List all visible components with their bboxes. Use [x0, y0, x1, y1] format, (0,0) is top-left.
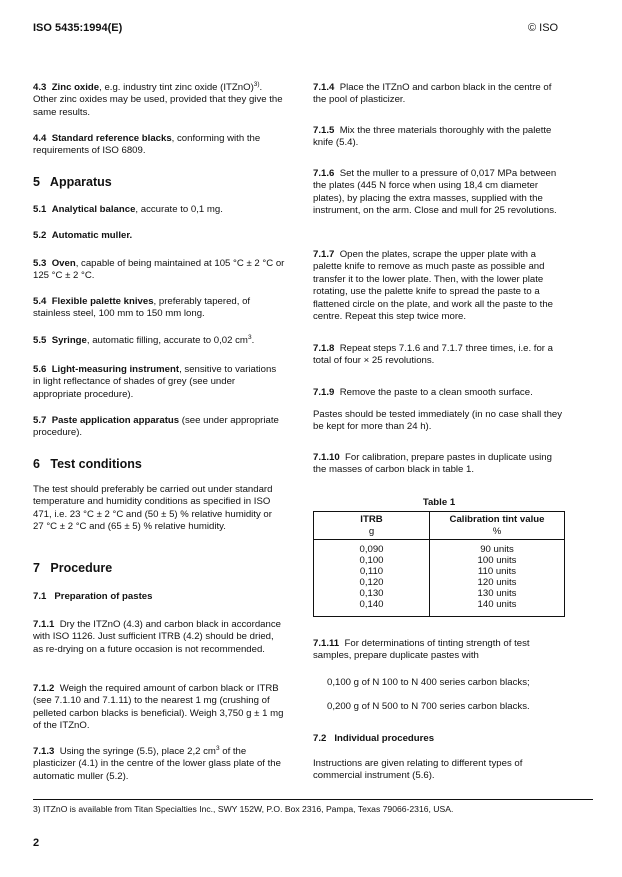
- clause-title: Paste application apparatus: [51, 415, 180, 426]
- footnote-ref: 3): [253, 80, 260, 88]
- clause-text: Weigh the required amount of carbon black or ITRB (see 7.1.10 and 7.1.11) to the nearest 1 mg (crushing of pelleted carbon blacks is beneficial). Weigh 3,750 g ± 1 mg of the ITZnO.: [33, 683, 284, 732]
- clause-title: Flexible palette knives: [51, 296, 154, 307]
- clause-number: 7.1.11: [313, 638, 340, 649]
- clause-7-2-text: Instructions are given relating to different types of commercial instrument (5.6).: [313, 758, 523, 782]
- clause-number: 7.1.3: [33, 746, 55, 757]
- clause-text: Set the muller to a pressure of 0,017 MPa between the plates (445 N force when using 18,4 cm diameter plates), by placing the extra masses, supplied with the instrument, on the arm. Close and mull for 25 revolutions.: [313, 168, 557, 217]
- table-header: [314, 512, 564, 540]
- clause-text: Open the plates, scrape the upper plate with a palette knife to remove as much paste as possible and transfer it to the lower plate. Then, with the lower plate rotating, use the palette knife to spread the paste to a flattened circle on the plate, and work all the paste to the centre. Repeat this step twice more.: [313, 249, 553, 323]
- clause-text: , automatic filling, accurate to 0,02 cm: [86, 335, 248, 346]
- clause-text: Place the ITZnO and carbon black in the centre of the pool of plasticizer.: [313, 82, 552, 106]
- table-cell-itrb: 0,100: [359, 555, 384, 566]
- clause-text: For determinations of tinting strength of test samples, prepare duplicate pastes with: [313, 638, 530, 662]
- clause-7-1-11-item-2: 0,200 g of N 500 to N 700 series carbon blacks.: [327, 701, 530, 712]
- clause-number: 5.5: [33, 335, 47, 346]
- section-7-heading: [33, 561, 285, 576]
- table-1-title: Table 1: [422, 497, 456, 508]
- table-cell-tint: 140 units: [477, 599, 517, 610]
- clause-7-1-3: [33, 746, 285, 783]
- table-header-itrb-unit: g: [368, 526, 375, 537]
- clause-number: 5.7: [33, 415, 47, 426]
- table-cell-tint: 110 units: [477, 566, 517, 577]
- clause-text: Repeat steps 7.1.6 and 7.1.7 three times, i.e. for a total of four × 25 revolutions.: [313, 343, 554, 367]
- clause-5-1: [33, 204, 285, 216]
- clause-7-1-6: [313, 168, 565, 218]
- clause-number: 7.1.4: [313, 82, 335, 93]
- superscript: 3: [247, 333, 252, 341]
- table-header-itrb: ITRB: [360, 514, 383, 525]
- clause-number: 7.1.1: [33, 619, 55, 630]
- clause-title: Analytical balance: [51, 204, 136, 215]
- clause-7-2-heading: [313, 733, 565, 745]
- clause-number: 4.4: [33, 133, 47, 144]
- clause-7-1-11-item-1: 0,100 g of N 100 to N 400 series carbon blacks;: [327, 677, 530, 688]
- clause-text: , capable of being maintained at 105 °C ± 2 °C or 125 °C ± 2 °C.: [33, 258, 285, 282]
- clause-text: Mix the three materials thoroughly with the palette knife (5.4).: [313, 125, 552, 149]
- clause-text: For calibration, prepare pastes in duplicate using the masses of carbon black in table 1.: [313, 452, 552, 476]
- clause-number: 7.1.8: [313, 343, 335, 354]
- clause-number: 4.3: [33, 82, 47, 93]
- clause-5-5: [33, 335, 285, 347]
- table-cell-tint: 130 units: [477, 588, 517, 599]
- table-cell-itrb: 0,090: [359, 544, 384, 555]
- clause-title: Oven: [51, 258, 76, 269]
- clause-7-1-1: [33, 619, 285, 656]
- clause-text: Remove the paste to a clean smooth surface.: [339, 387, 533, 398]
- clause-7-1-10: [313, 452, 565, 477]
- clause-7-1-11: [313, 638, 565, 663]
- clause-5-2: [33, 230, 285, 242]
- clause-4-3: [33, 82, 285, 119]
- clause-4-4: [33, 133, 285, 158]
- table-cell-itrb: 0,120: [359, 577, 384, 588]
- clause-5-3: [33, 258, 285, 283]
- clause-text-continued: of the plasticizer (4.1) in the centre of the lower glass plate of the automatic muller (5.2).: [33, 746, 281, 782]
- iso-copyright: © ISO: [528, 22, 559, 34]
- section-6-heading: [33, 457, 285, 472]
- clause-text: Using the syringe (5.5), place 2,2 cm: [59, 746, 216, 757]
- clause-7-1-heading: [33, 591, 285, 603]
- table-cell-itrb: 0,140: [359, 599, 384, 610]
- clause-7-1-5: [313, 125, 565, 150]
- section-title: Apparatus: [49, 175, 112, 189]
- clause-number: 7.2: [313, 733, 327, 744]
- clause-number: 7.1.2: [33, 683, 55, 694]
- clause-text: , sensitive to variations in light reflectance of shades of grey (see under appropriate procedure).: [33, 364, 277, 400]
- table-cell-itrb: 0,110: [359, 566, 384, 577]
- clause-title: Light-measuring instrument: [51, 364, 180, 375]
- clause-number: 5.2: [33, 230, 47, 241]
- section-title: Procedure: [50, 561, 113, 575]
- table-cell-itrb: 0,130: [359, 588, 384, 599]
- standard-number: ISO 5435:1994(E): [33, 22, 123, 34]
- superscript: 3: [215, 744, 220, 752]
- clause-number: 5.6: [33, 364, 47, 375]
- table-cell-tint: 90 units: [480, 544, 514, 555]
- section-number: 7: [33, 561, 40, 575]
- clause-text: (see under appropriate procedure).: [33, 415, 279, 439]
- clause-number: 7.1.5: [313, 125, 335, 136]
- table-header-tint-unit: %: [492, 526, 502, 537]
- clause-number: 7.1: [33, 591, 47, 602]
- page-number: 2: [33, 837, 40, 849]
- clause-title: Automatic muller.: [51, 230, 133, 241]
- footnote-divider: [33, 799, 593, 800]
- clause-7-1-7: [313, 249, 565, 323]
- clause-number: 7.1.9: [313, 387, 335, 398]
- clause-number: 7.1.6: [313, 168, 335, 179]
- clause-7-1-4: [313, 82, 565, 107]
- table-1: [313, 511, 565, 617]
- clause-title: Zinc oxide: [51, 82, 100, 93]
- section-title: Test conditions: [50, 457, 142, 471]
- section-6-text: The test should preferably be carried out under standard temperature and humidity conditions as specified in ISO 471, i.e. 23 °C ± 2 °C and (50 ± 5) % relative humidity or 27 °C ± 2 °C and (65 ± 5) % relative humidity.: [33, 484, 273, 533]
- table-cell-tint: 120 units: [477, 577, 517, 588]
- table-header-tint: Calibration tint value: [449, 514, 545, 525]
- clause-7-1-9: [313, 387, 565, 399]
- clause-5-7: [33, 415, 285, 440]
- clause-text: , accurate to 0,1 mg.: [135, 204, 223, 215]
- clause-5-6: [33, 364, 285, 401]
- section-5-heading: [33, 175, 285, 190]
- clause-text: , e.g. industry tint zinc oxide (ITZnO): [99, 82, 254, 93]
- clause-7-1-8: [313, 343, 565, 368]
- clause-number: 7.1.10: [313, 452, 340, 463]
- table-cell-tint: 100 units: [477, 555, 517, 566]
- clause-text-continued: . Other zinc oxides may be used, provided that they give the same results.: [33, 82, 283, 118]
- clause-title: Preparation of pastes: [54, 591, 153, 602]
- clause-text: Dry the ITZnO (4.3) and carbon black in accordance with ISO 1126. Just sufficient ITRB (4.2) should be dried, as re-drying on a future occasion is not recommended.: [33, 619, 281, 655]
- clause-7-1-9-note: Pastes should be tested immediately (in no case shall they be kept for more than 24 h).: [313, 409, 563, 433]
- clause-number: 5.4: [33, 296, 47, 307]
- clause-number: 5.1: [33, 204, 47, 215]
- section-number: 6: [33, 457, 40, 471]
- clause-number: 5.3: [33, 258, 47, 269]
- section-number: 5: [33, 175, 40, 189]
- clause-text: , preferably tapered, of stainless steel, 100 mm to 150 mm long.: [33, 296, 251, 320]
- clause-title: Individual procedures: [334, 733, 435, 744]
- clause-5-4: [33, 296, 285, 321]
- clause-title: Standard reference blacks: [51, 133, 172, 144]
- clause-text: , conforming with the requirements of ISO 6809.: [33, 133, 261, 157]
- footnote: 3) ITZnO is available from Titan Specialties Inc., SWY 152W, P.O. Box 2316, Pampa, Texas 79066-2316, USA.: [33, 804, 454, 814]
- clause-number: 7.1.7: [313, 249, 335, 260]
- clause-title: Syringe: [51, 335, 87, 346]
- clause-7-1-2: [33, 683, 285, 733]
- clause-end: .: [251, 335, 255, 346]
